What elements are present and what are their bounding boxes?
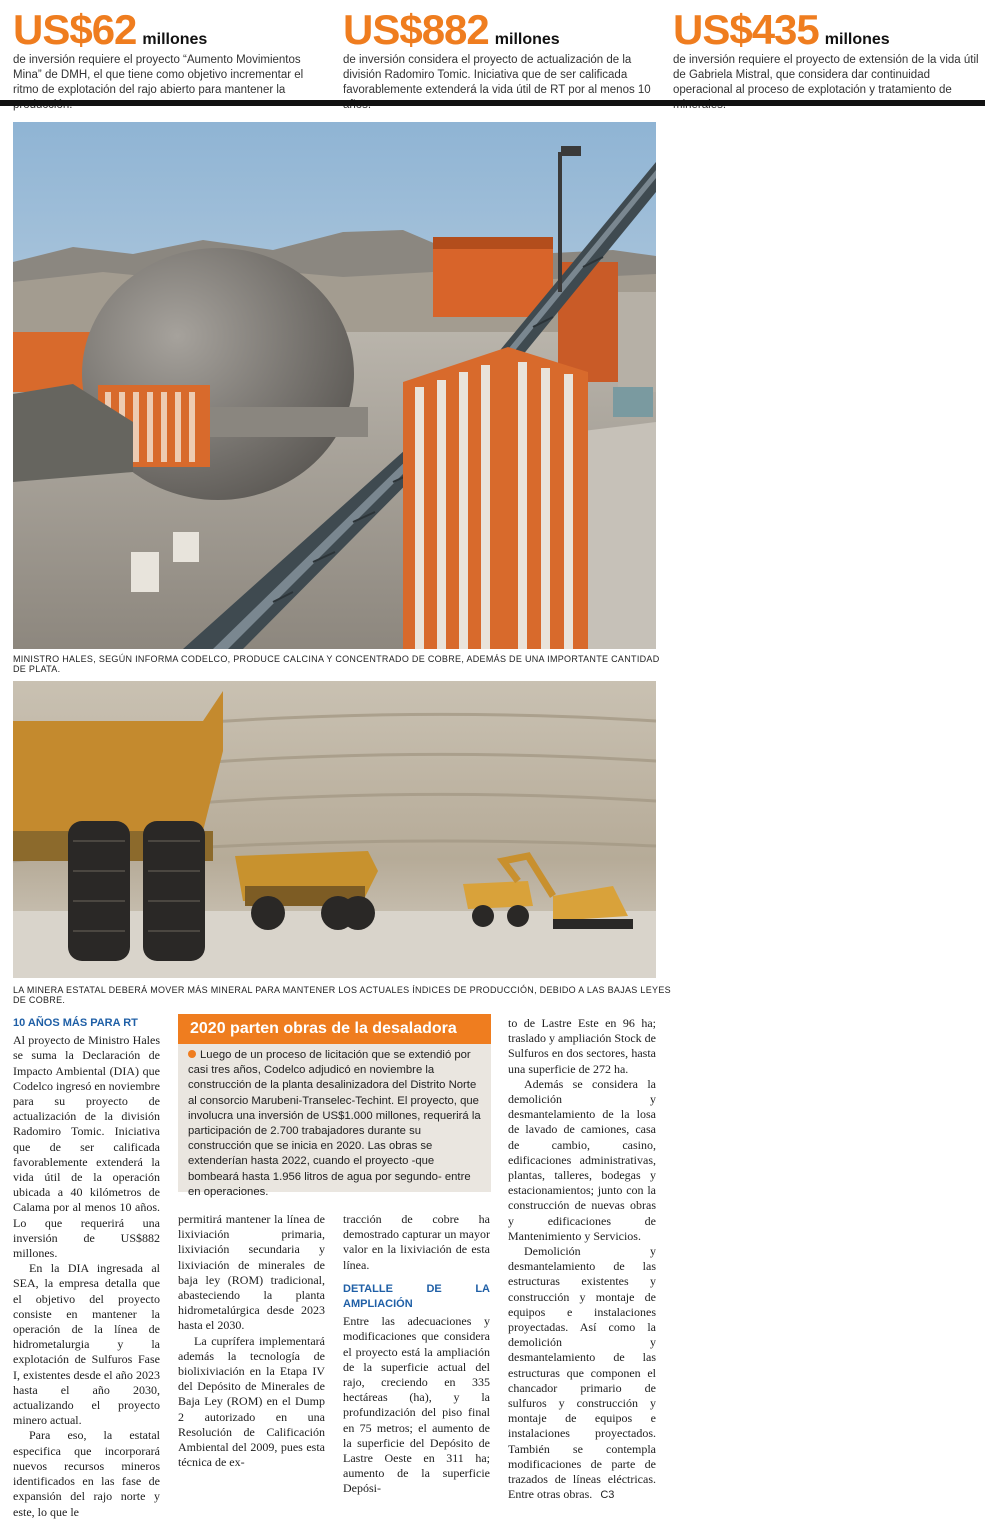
article-paragraph: Al proyecto de Ministro Hales se suma la Declaración de Impacto Ambiental (DIA) que Codelco ingresó en noviembre para su proyecto de actualización de la división Radomiro Tomic. Iniciativa que de ser calificada favorablemente extenderá la vida útil de la operación ubicada a 40 kilómetros de Calama por al menos 10 años. Lo que requerirá una inversión de US$882 millones. — [13, 1033, 160, 1261]
article-paragraph: Entre las adecuaciones y modificaciones que considera el proyecto está la ampliación de la superficie actual del rajo, creciendo en 335 hectáreas (ha), y la profundización del piso final en 75 metros; el aumento de la superficie del Depósito de Lastre Oeste en 311 ha; aumento de la superficie Depósi- — [343, 1314, 490, 1496]
article-column-4 — [508, 1016, 656, 1504]
investment-stats — [0, 0, 1000, 104]
stat-unit: millones — [142, 31, 208, 48]
sidebar-title: 2020 parten obras de la desaladora — [178, 1014, 491, 1044]
stat-amount: US$882 — [343, 6, 489, 53]
article-paragraph — [508, 1244, 656, 1503]
trucks-illustration — [13, 681, 656, 978]
sidebar-desaladora — [178, 1014, 491, 1198]
article-paragraph: permitirá mantener la línea de lixiviación primaria, lixiviación secundaria y lixiviación de minerales de baja ley (ROM) tradicional, abasteciendo la planta hidrometalúrgica desde 2023 hasta el 2030. — [178, 1212, 325, 1333]
stat-description: de inversión requiere el proyecto “Aumento Movimientos Mina” de DMH, el que tiene como objetivo incrementar el ritmo de explotación del rajo abierto para mantener la — [13, 54, 304, 96]
article-column-2 — [178, 1212, 325, 1470]
photo-caption-trucks: LA MINERA ESTATAL DEBERÁ MOVER MÁS MINERAL PARA MANTENER LOS ACTUALES ÍNDICES DE PRODUCCIÓN, DEBIDO A LAS BAJAS LEYES DE COBRE. — [13, 985, 671, 1005]
sidebar-body: Luego de un proceso de licitación que se extendió por casi tres años, Codelco adjudicó en noviembre la construcción de la planta desalinizadora del Distrito Norte al consorcio Marubeni-Transelec-Techint. El proyecto, que involucra una inversión de US$1.000 millones, requerirá la participación de 2.700 trabajadores durante su construcción que se inicia en 2020. Las obras se extenderían hasta 2022, cuando el proyecto -que bombeará hasta 1.956 litros de agua por segundo- entre en operaciones. — [188, 1049, 481, 1198]
sidebar-text — [188, 1048, 483, 1200]
stat-amount: US$62 — [13, 6, 137, 53]
photo-caption-plant: MINISTRO HALES, SEGÚN INFORMA CODELCO, PRODUCE CALCINA Y CONCENTRADO DE COBRE, ADEMÁS DE UNA IMPORTANTE CANTIDAD DE PLATA. — [13, 654, 660, 674]
stat-radomiro-tomic — [343, 8, 655, 113]
stat-amount: US$435 — [673, 6, 819, 53]
article-paragraph: to de Lastre Este en 96 ha; traslado y ampliación Stock de Sulfuros en dos sectores, hasta una superficie de 272 ha. — [508, 1016, 656, 1076]
bullet-dot-icon — [188, 1050, 196, 1058]
stat-description: de inversión requiere el proyecto de extensión de la vida útil de Gabriela Mistral, que considera dar continuidad operacional al proceso de explotación y tratamiento de — [673, 54, 979, 96]
section-subhead-ampliacion: DETALLE DE LA AMPLIACIÓN — [343, 1282, 490, 1311]
section-subhead-rt: 10 AÑOS MÁS PARA RT — [13, 1017, 138, 1029]
article-column-3 — [343, 1212, 490, 1497]
article-paragraph-text: Demolición y desmantelamiento de las estructuras existentes y construcción y montaje de equipos e instalaciones proyectadas. Así como la demolición y desmantelamiento de las estructuras que componen el chancador primario de sulfuros y construcción y montaje de equipos e instalaciones proyectados. También se contempla modificaciones de parte de trazados de líneas eléctricas. Entre otras obras. — [508, 1244, 656, 1502]
article-paragraph: En la DIA ingresada al SEA, la empresa detalla que el objetivo del proyecto consiste en mantener la operación de la línea de hidrometalurgia y la explotación de Sulfuros Fase I, existentes desde el año 2023 hasta el año 2030, actualizando el proyecto minero actual. — [13, 1261, 160, 1428]
article-paragraph: La cuprífera implementará además la tecnología de biolixiviación en la Etapa IV del Depósito de Minerales de Baja Ley (ROM) en el Dump 2 autorizado en una Resolución de Calificación Ambiental del 2009, pues esta técnica de ex- — [178, 1333, 325, 1470]
stat-description: de inversión considera el proyecto de actualización de la división Radomiro Tomic. Iniciativa que de ser calificada favorablemente extenderá la vida útil de RT por al menos 10 — [343, 54, 651, 96]
article-paragraph: tracción de cobre ha demostrado capturar un mayor valor en la lixiviación de esta línea. — [343, 1212, 490, 1272]
article-paragraph: Para eso, la estatal especifica que incorporará nuevos recursos mineros identificados en las fase de expansión del rajo norte y este, lo que le — [13, 1428, 160, 1519]
article-paragraph: Además se considera la demolición y desmantelamiento de la losa de lavado de camiones, casa de cambio, casino, edificaciones administrativas, plantas, talleres, bodegas y estacionamientos; junto con la construcción de nuevas obras y edificaciones de Mantenimiento y Servicios. — [508, 1076, 656, 1243]
stat-unit: millones — [494, 31, 560, 48]
article-column-1 — [13, 1016, 160, 1520]
header-divider — [0, 100, 985, 106]
end-mark-icon: C3 — [600, 1489, 615, 1502]
stat-unit: millones — [824, 31, 890, 48]
stat-aumento-movimientos — [13, 8, 325, 113]
plant-illustration — [13, 122, 656, 649]
photo-mining-trucks — [13, 681, 656, 978]
photo-ministro-hales-plant — [13, 122, 656, 649]
stat-gabriela-mistral — [673, 8, 985, 113]
